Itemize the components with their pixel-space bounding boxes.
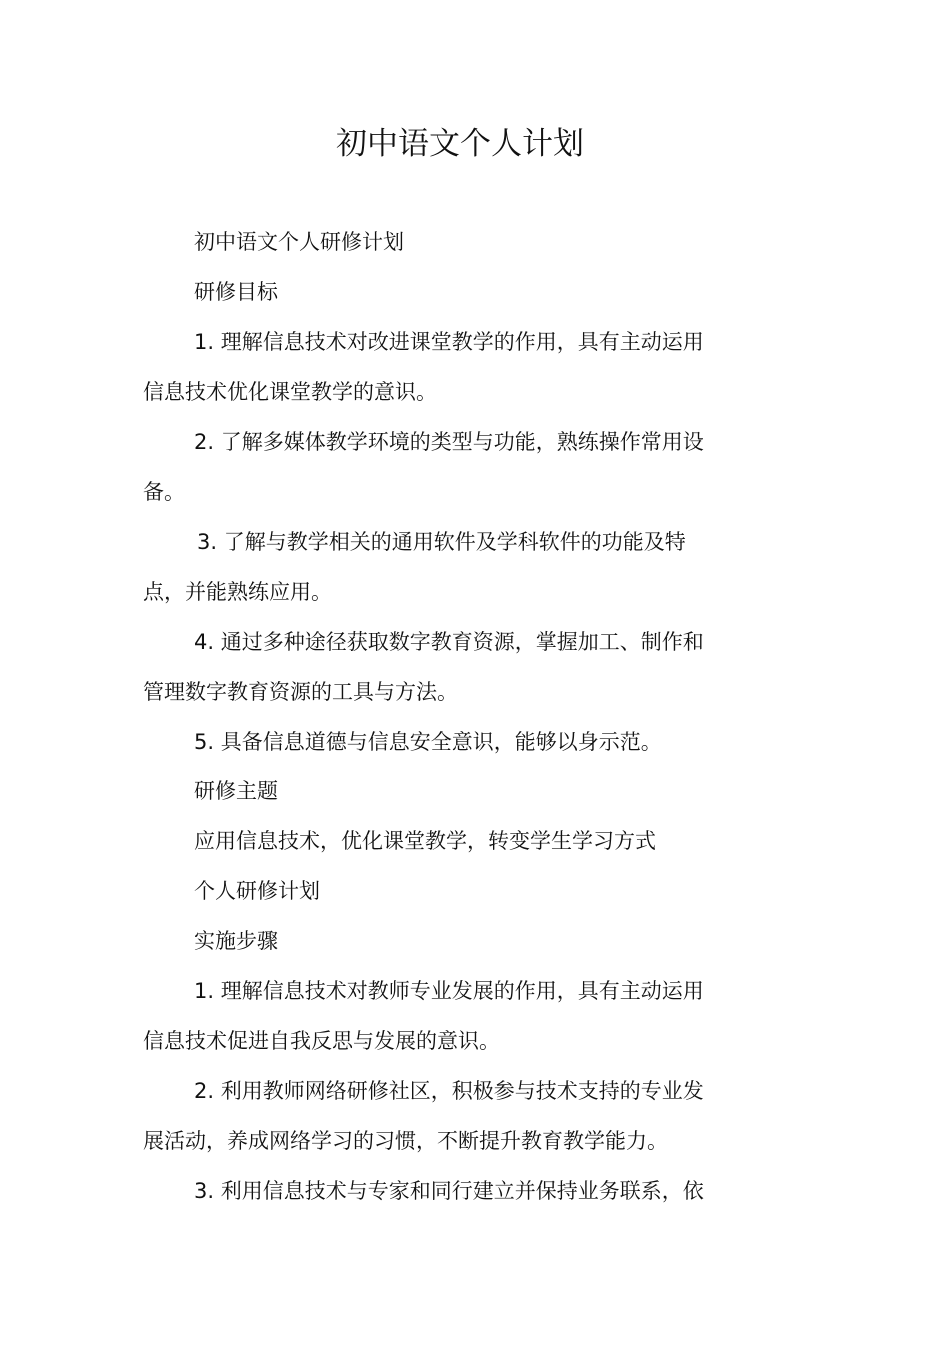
text-line: 应用信息技术，优化课堂教学，转变学生学习方式 (194, 829, 656, 853)
text-line: 研修目标 (194, 280, 278, 304)
text-line: 实施步骤 (194, 929, 278, 953)
text-line: 2. 利用教师网络研修社区，积极参与技术支持的专业发 (194, 1079, 704, 1103)
text-line: 点，并能熟练应用。 (143, 580, 332, 604)
text-line: 管理数字教育资源的工具与方法。 (143, 680, 458, 704)
text-line: 展活动，养成网络学习的习惯，不断提升教育教学能力。 (143, 1129, 668, 1153)
text-line: 5. 具备信息道德与信息安全意识，能够以身示范。 (194, 730, 662, 754)
text-line: 初中语文个人研修计划 (194, 230, 404, 254)
text-line: 2. 了解多媒体教学环境的类型与功能，熟练操作常用设 (194, 430, 704, 454)
text-line: 备。 (143, 480, 185, 504)
text-line: 4. 通过多种途径获取数字教育资源，掌握加工、制作和 (194, 630, 704, 654)
text-line: 信息技术优化课堂教学的意识。 (143, 380, 437, 404)
text-line: 1. 理解信息技术对改进课堂教学的作用，具有主动运用 (194, 330, 704, 354)
text-line: 1. 理解信息技术对教师专业发展的作用，具有主动运用 (194, 979, 704, 1003)
text-line: 3. 了解与教学相关的通用软件及学科软件的功能及特 (197, 530, 686, 554)
text-line: 信息技术促进自我反思与发展的意识。 (143, 1029, 500, 1053)
text-line: 研修主题 (194, 779, 278, 803)
document-title: 初中语文个人计划 (336, 126, 584, 162)
text-line: 3. 利用信息技术与专家和同行建立并保持业务联系，依 (194, 1179, 704, 1203)
text-line: 个人研修计划 (194, 879, 320, 903)
